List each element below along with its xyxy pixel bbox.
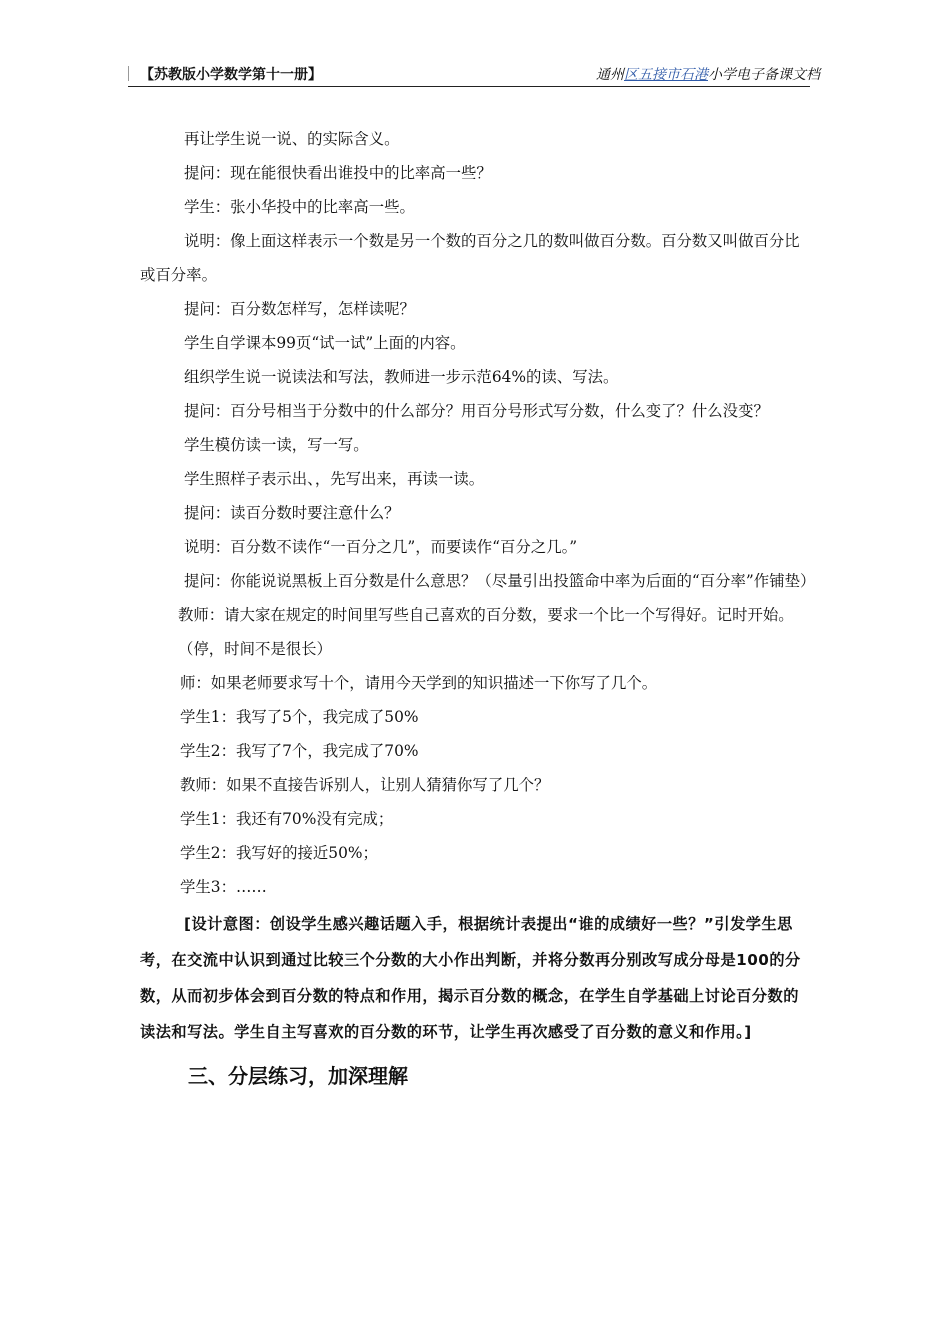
- paragraph: 学生1：我还有70%没有完成；: [180, 810, 394, 828]
- header-school-doc: [596, 64, 820, 84]
- paragraph: 学生照样子表示出、，先写出来，再读一读。: [184, 470, 485, 488]
- paragraph: 教师：请大家在规定的时间里写些自己喜欢的百分数，要求一个比一个写得好。记时开始。（停，时间不是很长）: [178, 606, 794, 658]
- page-header: [128, 64, 820, 87]
- paragraph: 学生1：我写了5个，我完成了50%: [180, 708, 419, 726]
- paragraph: 提问：读百分数时要注意什么？: [184, 504, 400, 522]
- paragraph: 提问：你能说说黑板上百分数是什么意思？（尽量引出投篮命中率为后面的“百分率”作铺垫）: [184, 572, 816, 590]
- lesson-body: [140, 122, 816, 1096]
- header-school-part-c: 小学电子备课文档: [708, 67, 820, 83]
- paragraph: 组织学生说一说读法和写法，教师进一步示范64%的读、写法。: [184, 368, 619, 386]
- design-intent: [设计意图：创设学生感兴趣话题入手，根据统计表提出“谁的成绩好一些？”引发学生思考，在交流中认识到通过比较三个分数的大小作出判断，并将分数再分别改写成分母是100的分数，从而初步体会到百分数的特点和作用，揭示百分数的概念，在学生自学基础上讨论百分数的读法和写法。学生自主写喜欢的百分数的环节，让学生再次感受了百分数的意义和作用。]: [140, 915, 801, 1041]
- paragraph: 提问：百分号相当于分数中的什么部分？用百分号形式写分数，什么变了？什么没变？: [184, 402, 769, 420]
- header-school-part-b: 区五接市石港: [624, 67, 708, 83]
- header-divider: [128, 66, 129, 81]
- paragraph: 学生：张小华投中的比率高一些。: [184, 198, 415, 216]
- paragraph: 教师：如果不直接告诉别人，让别人猜猜你写了几个？: [180, 776, 550, 794]
- section-heading: 三、分层练习，加深理解: [188, 1064, 408, 1088]
- paragraph: 师：如果老师要求写十个，请用今天学到的知识描述一下你写了几个。: [180, 674, 658, 692]
- header-book-title: 【苏教版小学数学第十一册】: [140, 67, 322, 83]
- paragraph: 说明：像上面这样表示一个数是另一个数的百分之几的数叫做百分数。百分数又叫做百分比或百分率。: [140, 232, 800, 284]
- paragraph: 学生2：我写了7个，我完成了70%: [180, 742, 419, 760]
- paragraph: 学生模仿读一读，写一写。: [184, 436, 369, 454]
- header-school-part-a: 通州: [596, 67, 624, 83]
- paragraph: 再让学生说一说、的实际含义。: [184, 130, 400, 148]
- paragraph: 提问：百分数怎样写，怎样读呢？: [184, 300, 415, 318]
- paragraph: 学生2：我写好的接近50%；: [180, 844, 378, 862]
- paragraph: 提问：现在能很快看出谁投中的比率高一些？: [184, 164, 492, 182]
- paragraph: 学生自学课本99页“试一试”上面的内容。: [184, 334, 466, 352]
- paragraph: 说明：百分数不读作“一百分之几”，而要读作“百分之几。”: [184, 538, 578, 556]
- paragraph: 学生3：……: [180, 878, 267, 896]
